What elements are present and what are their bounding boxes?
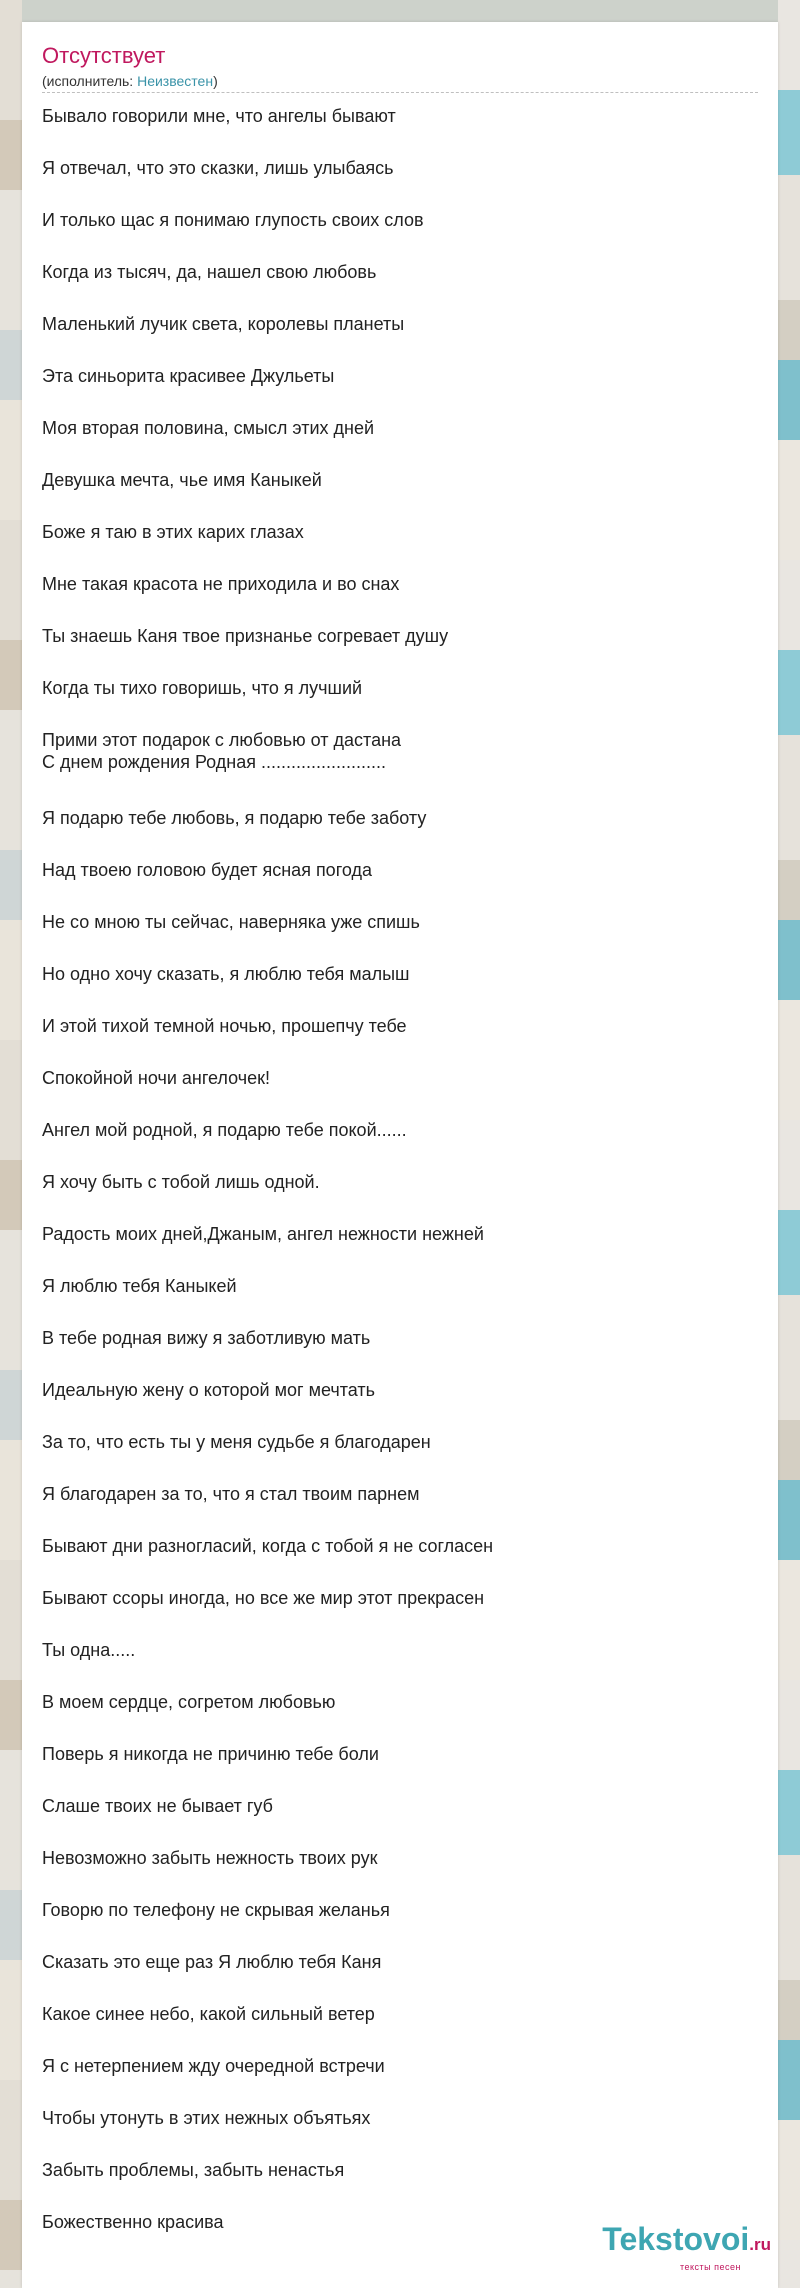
lyric-line: Моя вторая половина, смысл этих дней — [42, 418, 375, 438]
performer-prefix: (исполнитель: — [42, 73, 138, 89]
lyric-line: Спокойной ночи ангелочек! — [42, 1068, 271, 1088]
lyric-line: Я с нетерпением жду очередной встречи — [42, 2056, 385, 2076]
lyric-line: Маленький лучик света, королевы планеты — [42, 314, 405, 334]
lyric-line: Ангел мой родной, я подарю тебе покой...... — [42, 1120, 407, 1140]
performer-line — [42, 72, 218, 90]
lyric-line: Когда из тысяч, да, нашел свою любовь — [42, 262, 377, 282]
background-stripe-left — [0, 0, 22, 2288]
lyric-line: Забыть проблемы, забыть ненастья — [42, 2160, 345, 2180]
lyric-line: Поверь я никогда не причиню тебе боли — [42, 1744, 379, 1764]
lyric-line: Я люблю тебя Каныкей — [42, 1276, 237, 1296]
lyric-line: Мне такая красота не приходила и во снах — [42, 574, 400, 594]
lyric-line: Не со мною ты сейчас, наверняка уже спишь — [42, 912, 420, 932]
lyric-line: Бывают дни разногласий, когда с тобой я не согласен — [42, 1536, 494, 1556]
lyric-line: Я подарю тебе любовь, я подарю тебе заботу — [42, 808, 427, 828]
lyric-line: Когда ты тихо говоришь, что я лучший — [42, 678, 363, 698]
lyric-line: Какое синее небо, какой сильный ветер — [42, 2004, 375, 2024]
lyric-line: Бывают ссоры иногда, но все же мир этот прекрасен — [42, 1588, 485, 1608]
lyric-line: Боже я таю в этих карих глазах — [42, 522, 304, 542]
lyric-line: Над твоею головою будет ясная погода — [42, 860, 372, 880]
header-divider — [42, 92, 758, 93]
lyric-line: Божественно красива — [42, 2212, 224, 2232]
lyric-line: Девушка мечта, чье имя Каныкей — [42, 470, 322, 490]
lyric-line: В моем сердце, согретом любовью — [42, 1692, 336, 1712]
logo-tagline: тексты песен — [679, 2262, 741, 2272]
lyric-line: И только щас я понимаю глупость своих слов — [42, 210, 424, 230]
lyric-line: Бывало говорили мне, что ангелы бывают — [42, 106, 396, 126]
lyric-line: Я благодарен за то, что я стал твоим парнем — [42, 1484, 420, 1504]
site-logo[interactable] — [571, 2222, 771, 2272]
logo-wordmark — [571, 2222, 771, 2262]
logo-name: Tekstovoi — [602, 2221, 750, 2257]
background-stripe-right — [778, 0, 800, 2288]
lyric-line: Слаше твоих не бывает губ — [42, 1796, 273, 1816]
lyrics-card — [22, 22, 778, 2288]
lyric-line: Чтобы утонуть в этих нежных объятьях — [42, 2108, 371, 2128]
logo-tld: .ru — [749, 2235, 771, 2254]
lyric-line: В тебе родная вижу я заботливую мать — [42, 1328, 371, 1348]
lyric-line: И этой тихой темной ночью, прошепчу тебе — [42, 1016, 407, 1036]
performer-suffix: ) — [213, 73, 218, 89]
lyric-line: Эта синьорита красивее Джульеты — [42, 366, 335, 386]
lyric-line: За то, что есть ты у меня судьбе я благодарен — [42, 1432, 431, 1452]
lyric-line: Говорю по телефону не скрывая желанья — [42, 1900, 390, 1920]
artist-link[interactable]: Неизвестен — [137, 73, 214, 89]
lyric-line: Я хочу быть с тобой лишь одной. — [42, 1172, 320, 1192]
lyric-line: Радость моих дней,Джаным, ангел нежности нежней — [42, 1224, 484, 1244]
lyric-line: Ты одна..... — [42, 1640, 136, 1660]
lyrics-body — [42, 105, 758, 2263]
lyric-line: Прими этот подарок с любовью от дастана С днем рождения Родная ......................... — [42, 730, 402, 772]
lyric-line: Но одно хочу сказать, я люблю тебя малыш — [42, 964, 410, 984]
song-title: Отсутствует — [42, 43, 166, 68]
lyric-line: Невозможно забыть нежность твоих рук — [42, 1848, 378, 1868]
lyric-line: Ты знаешь Каня твое признанье согревает душу — [42, 626, 449, 646]
lyric-line: Сказать это еще раз Я люблю тебя Каня — [42, 1952, 382, 1972]
lyric-line: Идеальную жену о которой мог мечтать — [42, 1380, 376, 1400]
lyric-line: Я отвечал, что это сказки, лишь улыбаясь — [42, 158, 394, 178]
